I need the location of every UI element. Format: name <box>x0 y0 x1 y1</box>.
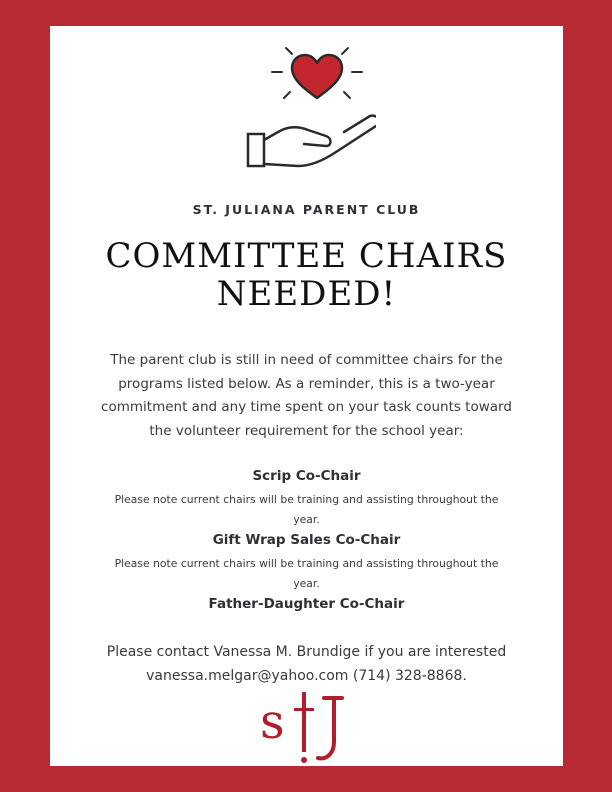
chair-title-scrip: Scrip Co-Chair <box>252 468 361 484</box>
intro-line: The parent club is still in need of committee chairs for the <box>110 352 503 368</box>
note-line: year. <box>293 577 320 590</box>
heart-in-hand-icon <box>236 40 376 180</box>
intro-line: commitment and any time spent on your task counts toward <box>101 399 512 415</box>
intro-line: the volunteer requirement for the school year: <box>149 422 464 439</box>
intro-line: programs listed below. As a reminder, this is a two-year <box>118 375 495 392</box>
title-line: NEEDED! <box>216 274 397 314</box>
contact-line: Please contact Vanessa M. Brundige if you are interested <box>106 644 507 660</box>
chair-title-gift-wrap: Gift Wrap Sales Co-Chair <box>212 532 401 548</box>
contact-block <box>50 640 563 688</box>
note-line: Please note current chairs will be training and assisting throughout the <box>114 557 499 570</box>
note-line: Please note current chairs will be training and assisting throughout the <box>114 493 499 506</box>
page-title <box>50 237 563 313</box>
note-line: year. <box>293 513 320 526</box>
contact-line: vanessa.melgar@yahoo.com (714) 328-8868. <box>146 668 467 684</box>
chair-note-gift-wrap <box>72 554 541 594</box>
svg-text:s: s <box>260 694 285 750</box>
chair-title-father-daughter: Father-Daughter Co-Chair <box>208 596 405 612</box>
chair-note-scrip <box>72 490 541 530</box>
club-name: ST. JULIANA PARENT CLUB <box>192 202 421 217</box>
hero-illustration <box>50 40 563 200</box>
flyer-page <box>50 26 563 766</box>
stj-monogram-logo <box>256 684 356 766</box>
intro-paragraph <box>64 349 549 443</box>
title-line: COMMITTEE CHAIRS <box>105 236 508 276</box>
